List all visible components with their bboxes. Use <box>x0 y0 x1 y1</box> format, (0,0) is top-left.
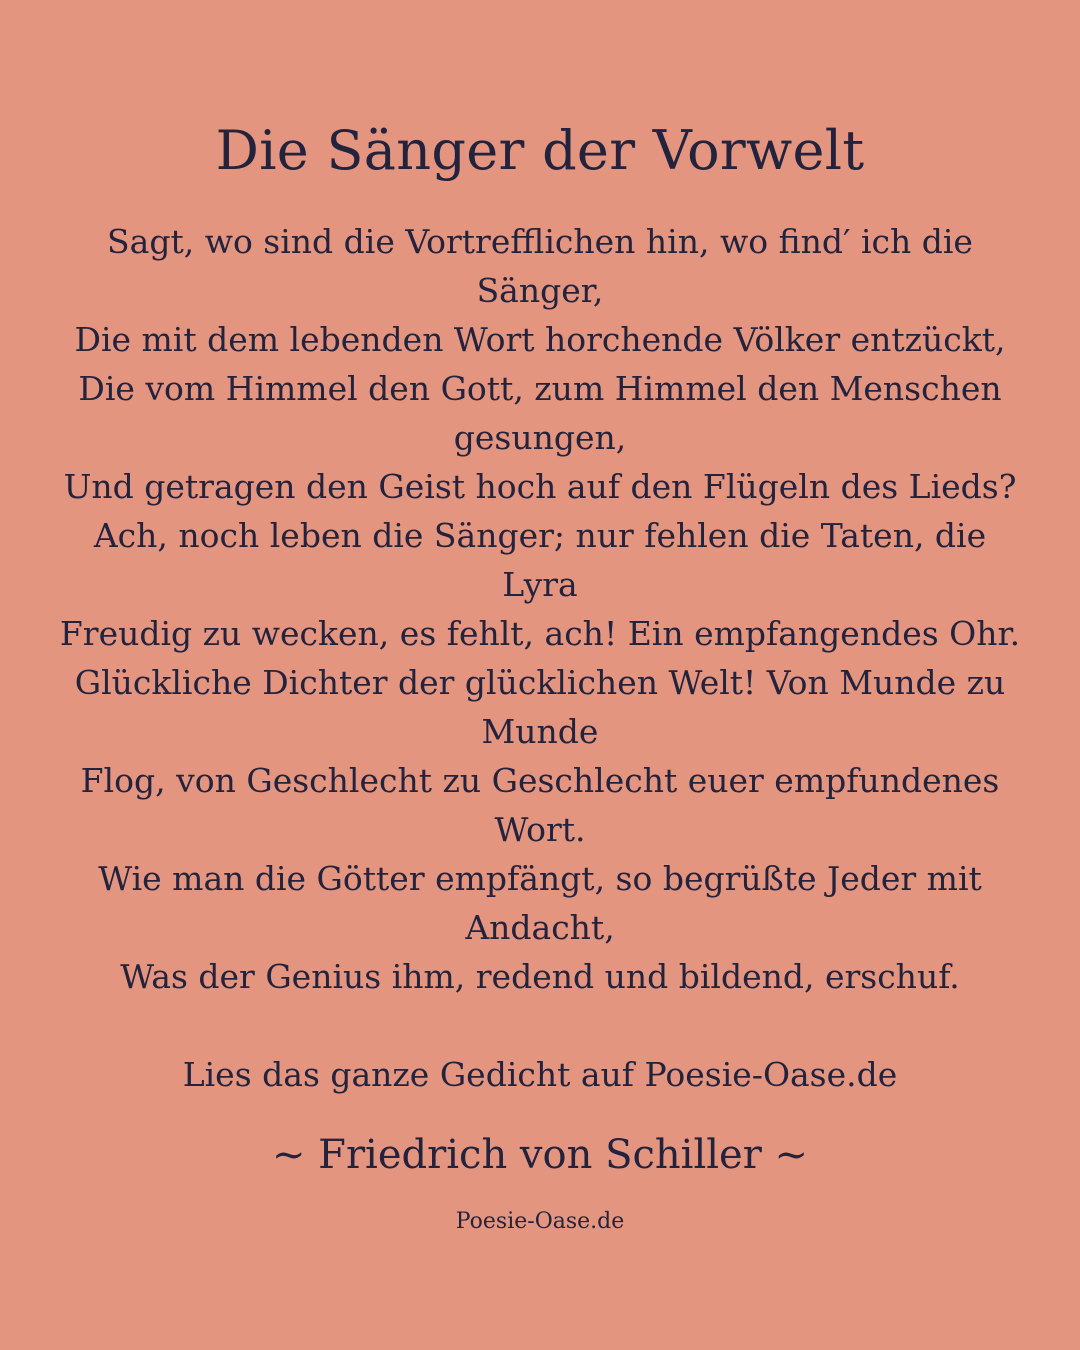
poem-line: Sagt, wo sind die Vortrefflichen hin, wo find′ ich die <box>107 222 973 261</box>
poem-line: Glückliche Dichter der glücklichen Welt! Von Munde zu <box>74 663 1006 702</box>
poem-line: Ach, noch leben die Sänger; nur fehlen die Taten, die <box>93 516 987 555</box>
site-name: Poesie-Oase.de <box>455 1209 625 1234</box>
poem-line: Wort. <box>494 810 586 849</box>
poem-line: gesungen, <box>453 418 627 457</box>
poem-line: Lyra <box>502 565 578 604</box>
poem-line: Und getragen den Geist hoch auf den Flügeln des Lieds? <box>63 467 1017 506</box>
read-full-poem-text: Lies das ganze Gedicht auf Poesie-Oase.de <box>182 1055 898 1094</box>
poem-line: Die mit dem lebenden Wort horchende Völker entzückt, <box>74 320 1006 359</box>
poem-line: Was der Genius ihm, redend und bildend, erschuf. <box>120 957 960 996</box>
poem-line: Wie man die Götter empfängt, so begrüßte Jeder mit <box>98 859 982 898</box>
poem-line: Andacht, <box>465 908 615 947</box>
poem-body <box>40 217 1040 1001</box>
poem-line: Freudig zu wecken, es fehlt, ach! Ein empfangendes Ohr. <box>59 614 1021 653</box>
poem-title: Die Sänger der Vorwelt <box>215 119 865 182</box>
poem-line: Flog, von Geschlecht zu Geschlecht euer empfundenes <box>80 761 1000 800</box>
poem-line: Sänger, <box>476 271 604 310</box>
poem-line: Die vom Himmel den Gott, zum Himmel den Menschen <box>78 369 1002 408</box>
poem-author: ~ Friedrich von Schiller ~ <box>271 1132 809 1178</box>
poem-line: Munde <box>481 712 599 751</box>
